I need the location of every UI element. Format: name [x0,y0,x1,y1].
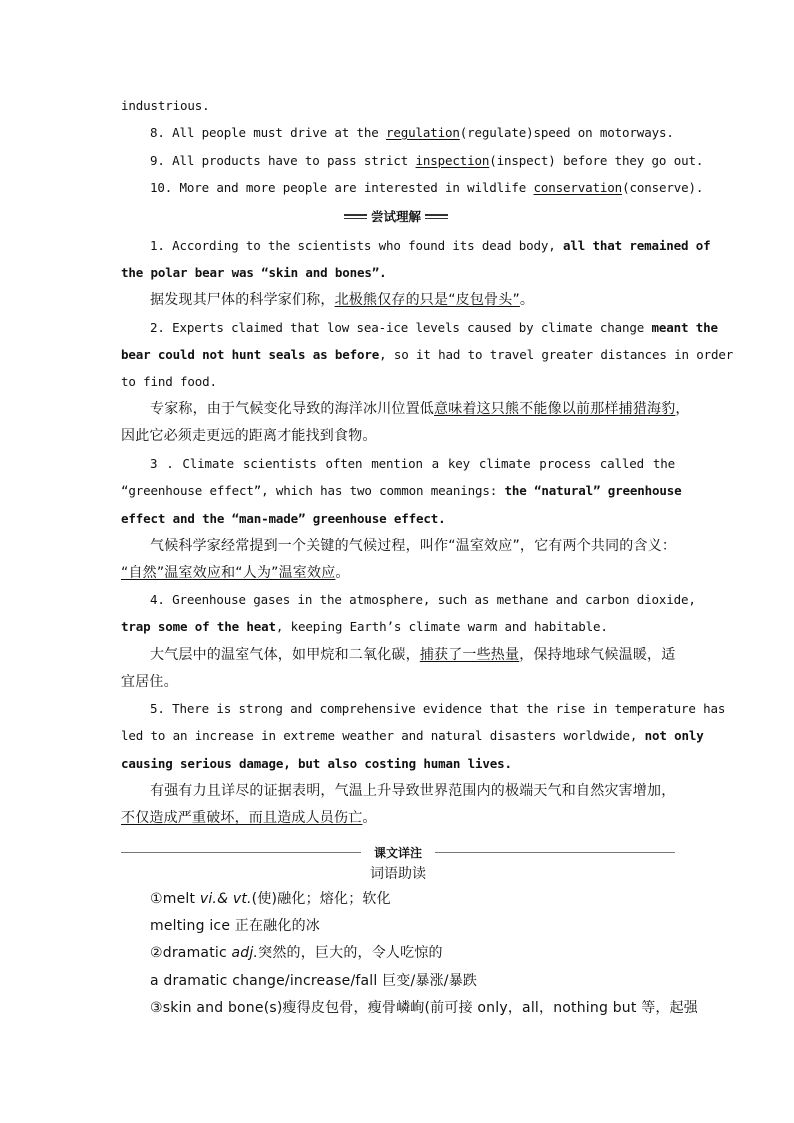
line-text: industrious. [121,98,210,113]
sentence-1-line-2 [121,264,675,282]
text: led to an increase in extreme weather and natural disasters worldwide, [121,728,645,743]
sentence-3-line-2 [121,482,682,500]
sentence-1-translation [150,291,675,309]
text: 气候科学家经常提到一个关键的气候过程，叫作“温室效应”，它有两个共同的含义： [150,538,677,554]
bold-text: bear could not hunt seals as before [121,347,380,362]
vocab-item-3 [150,999,698,1017]
answer-text: regulation [386,125,460,140]
text: 突然的，巨大的，令人吃惊的 [258,945,443,961]
bold-text: the polar bear was “skin and bones”. [121,265,387,280]
banner-bar-left [344,214,367,219]
underlined-text: 意味着这只熊不能像以前那样捕猎海豹 [434,401,676,417]
bold-text: trap some of the heat [121,619,276,634]
sentence-2-translation-2 [121,427,675,445]
text: 有强有力且详尽的证据表明，气温上升导致世界范围内的极端天气和自然灾害增加， [150,783,676,799]
sentence-5-translation-2 [121,809,675,827]
sentence-3-line-1 [150,455,675,473]
bold-text: the “natural” greenhouse [504,483,682,498]
text: 因此它必须走更远的距离才能找到食物。 [121,428,377,444]
text: “greenhouse effect”, which has two common meanings: [121,483,505,498]
text: ①melt [150,891,200,907]
text: ③skin and bone(s)瘦得皮包骨，瘦骨嶙峋(前可接 only，all，nothing but 等，起强 [150,1000,698,1016]
vocab-item-1 [150,890,675,908]
vocab-item-2 [150,944,675,962]
bold-text: all that remained of [563,238,711,253]
exercise-item-10 [150,179,704,197]
text: 专家称，由于气候变化导致的海洋冰川位置低 [150,401,434,417]
text: ，保持地球气候温暖，适 [519,647,676,663]
underlined-text: 捕获了一些热量 [419,647,520,663]
bold-text: effect and the “man-made” greenhouse effect. [121,511,446,526]
sentence-2-line-1 [150,319,718,337]
sentence-4-translation-1 [150,646,675,664]
sentence-2-line-3 [121,373,675,391]
item-text: (regulate)speed on motorways. [459,125,674,140]
sentence-5-line-2 [121,727,704,745]
text: 5. There is strong and comprehensive evidence that the rise in temperature has [150,701,726,716]
sentence-3-line-3 [121,510,675,528]
underlined-text: 不仅造成严重破坏，而且造成人员伤亡 [121,810,363,826]
item-text: (conserve). [622,180,704,195]
text: (使)融化；熔化；软化 [251,891,391,907]
exercise-item-9 [150,152,704,170]
sentence-1-line-1 [150,237,711,255]
text: 。 [362,810,377,826]
bold-text: causing serious damage, but also costing human lives. [121,756,512,771]
section-banner [344,207,448,225]
text: a dramatic change/increase/fall 巨变/暴涨/暴跌 [150,973,478,989]
sentence-5-line-1 [150,700,726,718]
text: 3 . Climate scientists often mention a key climate process called the [150,456,675,471]
section-title: 课文详注 [373,846,422,860]
item-text: 9. All products have to pass strict [150,153,416,168]
section-divider [121,847,675,859]
sentence-3-translation-1 [150,537,675,555]
divider-line-right [435,852,675,853]
vocab-title: 词语助读 [370,866,426,882]
sentence-4-line-1 [150,591,696,609]
exercise-item-8 [150,124,675,142]
sentence-5-translation-1 [150,782,675,800]
answer-text: inspection [415,153,490,168]
text: ， [675,401,690,417]
item-text: 10. More and more people are interested in wildlife [150,180,534,195]
banner-bar-right [425,214,448,219]
bold-text: not only [644,728,704,743]
sentence-2-line-2 [121,346,734,364]
text: 2. Experts claimed that low sea-ice levels caused by climate change [150,320,652,335]
bold-text: meant the [651,320,718,335]
underlined-text: “自然”温室效应和“人为”温室效应 [121,565,336,581]
item-text: (inspect) before they go out. [489,153,704,168]
sentence-4-translation-2 [121,673,675,691]
text: , so it had to travel greater distances in order [379,347,734,362]
text: 据发现其尸体的科学家们称， [150,292,335,308]
text-line [121,97,675,115]
text: melting ice 正在融化的冰 [150,918,320,934]
answer-text: conservation [533,180,623,195]
text: 4. Greenhouse gases in the atmosphere, such as methane and carbon dioxide, [150,592,696,607]
banner-title: 尝试理解 [371,209,422,224]
text: to find food. [121,374,217,389]
text: , keeping Earth’s climate warm and habitable. [275,619,608,634]
text: ②dramatic [150,945,232,961]
sentence-2-translation-1 [150,400,690,418]
sentence-3-translation-2 [121,564,675,582]
underlined-text: 北极熊仅存的只是“皮包骨头” [334,292,520,308]
text: 。 [335,565,350,581]
sentence-5-line-3 [121,755,675,773]
text: 宜居住。 [121,674,178,690]
item-text: 8. All people must drive at the [150,125,387,140]
text: 。 [519,292,535,308]
text: 1. According to the scientists who found its dead body, [150,238,564,253]
part-of-speech: vi.& vt. [199,891,252,907]
text: 大气层中的温室气体，如甲烷和二氧化碳， [150,647,420,663]
vocab-example-1 [150,917,675,935]
sentence-4-line-2 [121,618,675,636]
vocab-example-2 [150,972,675,990]
part-of-speech: adj. [231,945,259,961]
